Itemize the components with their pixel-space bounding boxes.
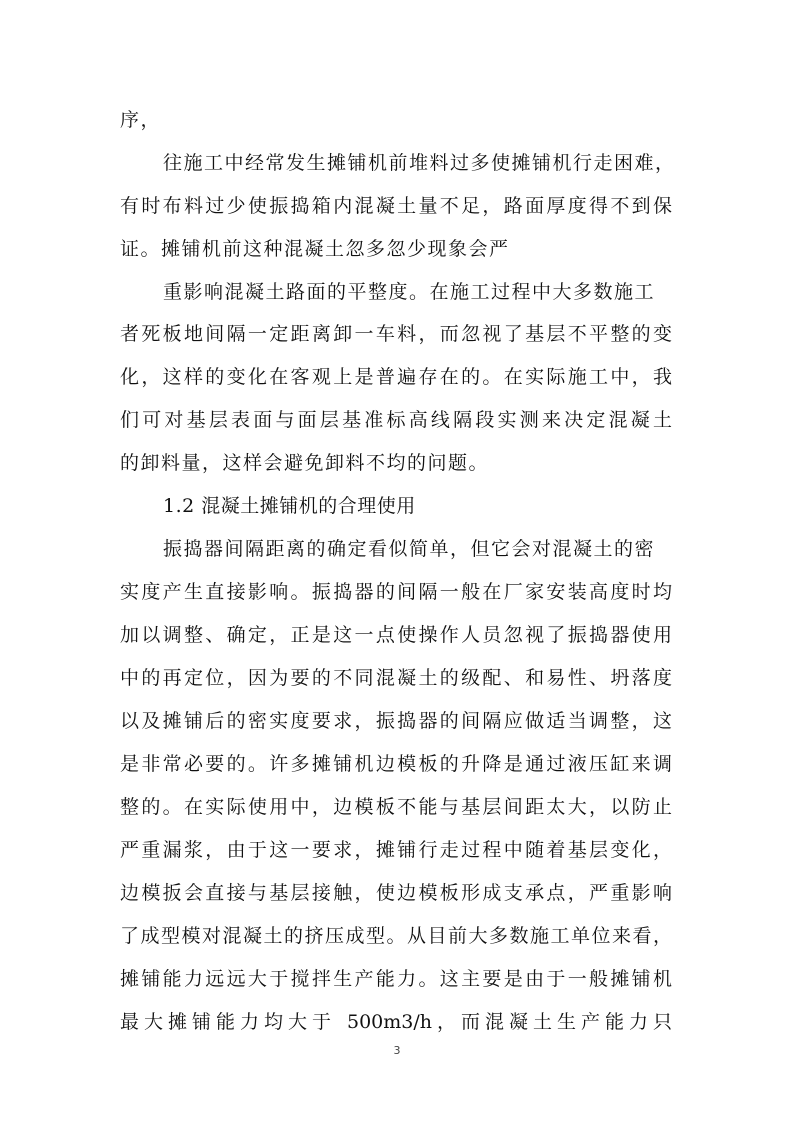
paragraph-line: 中的再定位，因为要的不同混凝土的级配、和易性、坍落度 bbox=[120, 667, 672, 689]
paragraph-line: 边模扳会直接与基层接触，使边模板形成支承点，严重影响 bbox=[120, 882, 672, 904]
paragraph-line: 重影响混凝土路面的平整度。在施工过程中大多数施工 bbox=[163, 281, 656, 303]
page-number: 3 bbox=[393, 1044, 401, 1057]
paragraph-line: 序， bbox=[120, 109, 162, 131]
paragraph-line: 加以调整、确定，正是这一点使操作人员忽视了振捣器使用 bbox=[120, 624, 672, 646]
paragraph-line: 是非常必要的。许多摊铺机边模板的升降是通过液压缸来调 bbox=[120, 753, 672, 775]
paragraph-line: 最大摊铺能力均大于 500m3/h，而混凝土生产能力只 bbox=[120, 1011, 672, 1033]
paragraph-line: 化，这样的变化在客观上是普遍存在的。在实际施工中，我 bbox=[120, 366, 672, 388]
paragraph-line: 了成型模对混凝土的挤压成型。从目前大多数施工单位来看， bbox=[120, 925, 672, 947]
paragraph-line: 证。摊铺机前这种混凝土忽多忽少现象会严 bbox=[120, 238, 510, 260]
paragraph-line: 实度产生直接影响。振捣器的间隔一般在厂家安装高度时均 bbox=[120, 581, 672, 603]
section-heading: 1.2 混凝土摊铺机的合理使用 bbox=[163, 495, 416, 517]
paragraph-line: 们可对基层表面与面层基准标高线隔段实测来决定混凝土 bbox=[120, 409, 672, 431]
paragraph-line: 者死板地间隔一定距离卸一车料，而忽视了基层不平整的变 bbox=[120, 323, 672, 345]
paragraph-line: 整的。在实际使用中，边模板不能与基层间距太大，以防止 bbox=[120, 796, 672, 818]
paragraph-line: 振捣器间隔距离的确定看似简单，但它会对混凝土的密 bbox=[163, 538, 656, 560]
paragraph-line: 的卸料量，这样会避免卸料不均的问题。 bbox=[120, 452, 490, 474]
paragraph-line: 往施工中经常发生摊铺机前堆料过多使摊铺机行走困难， bbox=[163, 152, 676, 174]
paragraph-line: 以及摊铺后的密实度要求，振捣器的间隔应做适当调整，这 bbox=[120, 710, 672, 732]
paragraph-line: 摊铺能力远远大于搅拌生产能力。这主要是由于一般摊铺机 bbox=[120, 968, 672, 990]
paragraph-line: 严重漏浆，由于这一要求，摊铺行走过程中随着基层变化， bbox=[120, 839, 672, 861]
paragraph-line: 有时布料过少使振捣箱内混凝土量不足，路面厚度得不到保 bbox=[120, 195, 672, 217]
